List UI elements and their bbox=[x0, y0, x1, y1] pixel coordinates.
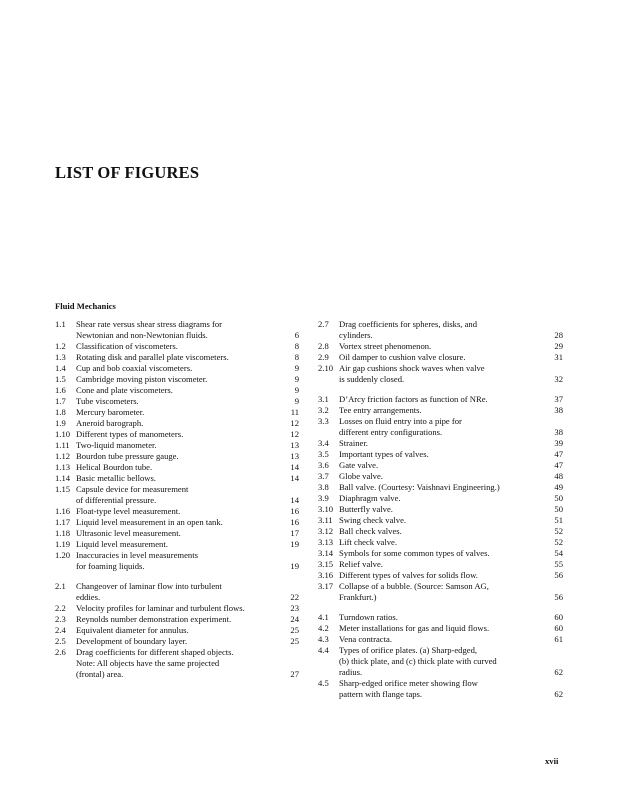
caption-line: (b) thick plate, and (c) thick plate with curved bbox=[339, 656, 497, 666]
figure-number: 1.4 bbox=[55, 363, 66, 373]
figure-entry bbox=[55, 614, 299, 625]
figure-number: 3.7 bbox=[318, 471, 329, 481]
caption-line: Shear rate versus shear stress diagrams for bbox=[76, 319, 223, 329]
figure-caption bbox=[76, 352, 299, 363]
figure-page: 38 bbox=[554, 427, 563, 437]
figure-page: 54 bbox=[554, 548, 563, 558]
figure-entry bbox=[318, 394, 563, 405]
figure-page: 9 bbox=[294, 385, 299, 395]
figure-page: 39 bbox=[554, 438, 563, 448]
figure-caption bbox=[76, 636, 299, 647]
caption-line: Basic metallic bellows. bbox=[76, 473, 156, 483]
figure-page: 25 bbox=[290, 636, 299, 646]
caption-line: for foaming liquids. bbox=[76, 561, 145, 571]
caption-line: Strainer. bbox=[339, 438, 368, 448]
figure-number: 3.15 bbox=[318, 559, 334, 569]
figure-caption bbox=[339, 493, 563, 504]
figure-page: 61 bbox=[554, 634, 563, 644]
caption-line: Bourdon tube pressure gauge. bbox=[76, 451, 179, 461]
figure-page: 6 bbox=[294, 330, 299, 340]
section-heading-spacer bbox=[318, 301, 563, 312]
figure-page: 19 bbox=[290, 561, 299, 571]
figure-page: 16 bbox=[290, 517, 299, 527]
caption-line: Capsule device for measurement bbox=[76, 484, 189, 494]
figure-caption bbox=[76, 517, 299, 528]
figure-number: 2.4 bbox=[55, 625, 66, 635]
figure-entry bbox=[55, 429, 299, 440]
figure-entry bbox=[55, 407, 299, 418]
figure-number: 4.4 bbox=[318, 645, 329, 655]
figure-entry bbox=[318, 438, 563, 449]
figure-page: 62 bbox=[554, 667, 563, 677]
figure-page: 50 bbox=[554, 493, 563, 503]
figure-page: 56 bbox=[554, 592, 563, 602]
figure-caption bbox=[76, 484, 299, 506]
figure-page: 25 bbox=[290, 625, 299, 635]
figure-caption bbox=[339, 416, 563, 438]
figure-caption bbox=[339, 394, 563, 405]
caption-line: Inaccuracies in level measurements bbox=[76, 550, 198, 560]
figure-caption bbox=[339, 612, 563, 623]
figure-page: 11 bbox=[290, 407, 299, 417]
caption-line: Equivalent diameter for annulus. bbox=[76, 625, 189, 635]
figure-page: 52 bbox=[554, 537, 563, 547]
figure-caption bbox=[339, 645, 563, 678]
caption-line: Liquid level measurement. bbox=[76, 539, 168, 549]
figure-caption bbox=[76, 363, 299, 374]
figure-entry bbox=[318, 581, 563, 603]
figure-entry bbox=[55, 352, 299, 363]
figure-number: 2.1 bbox=[55, 581, 66, 591]
caption-line: Oil damper to cushion valve closure. bbox=[339, 352, 466, 362]
figure-page: 47 bbox=[554, 449, 563, 459]
figure-entry bbox=[55, 539, 299, 550]
caption-line: Note: All objects have the same projected bbox=[76, 658, 220, 668]
figure-entry bbox=[318, 612, 563, 623]
figure-number: 3.14 bbox=[318, 548, 334, 558]
figure-number: 1.11 bbox=[55, 440, 70, 450]
figure-entry bbox=[318, 526, 563, 537]
figure-page: 12 bbox=[290, 429, 299, 439]
caption-line: Reynolds number demonstration experiment. bbox=[76, 614, 232, 624]
caption-line: (frontal) area. bbox=[76, 669, 124, 679]
figure-page: 28 bbox=[554, 330, 563, 340]
caption-line: Aneroid barograph. bbox=[76, 418, 144, 428]
figure-number: 3.3 bbox=[318, 416, 329, 426]
figure-entry bbox=[55, 319, 299, 341]
figure-caption bbox=[339, 482, 563, 493]
figure-number: 1.7 bbox=[55, 396, 66, 406]
figure-page: 22 bbox=[290, 592, 299, 602]
caption-line: Sharp-edged orifice meter showing flow bbox=[339, 678, 478, 688]
caption-line: Helical Bourdon tube. bbox=[76, 462, 153, 472]
figure-number: 3.4 bbox=[318, 438, 329, 448]
figure-page: 50 bbox=[554, 504, 563, 514]
figure-entry bbox=[318, 482, 563, 493]
figure-entry bbox=[318, 363, 563, 385]
figure-caption bbox=[76, 614, 299, 625]
caption-line: Ball valve. (Courtesy: Vaishnavi Engineering.) bbox=[339, 482, 500, 492]
figure-entry bbox=[55, 451, 299, 462]
caption-line: Important types of valves. bbox=[339, 449, 429, 459]
caption-line: different entry configurations. bbox=[339, 427, 443, 437]
group-gap bbox=[318, 385, 563, 394]
figure-caption bbox=[339, 581, 563, 603]
figure-caption bbox=[76, 625, 299, 636]
figure-number: 3.11 bbox=[318, 515, 333, 525]
figure-caption bbox=[339, 526, 563, 537]
figure-caption bbox=[76, 528, 299, 539]
figure-number: 1.16 bbox=[55, 506, 71, 516]
figure-entry bbox=[55, 396, 299, 407]
caption-line: pattern with flange taps. bbox=[339, 689, 423, 699]
figure-caption bbox=[76, 319, 299, 341]
figure-page: 8 bbox=[294, 352, 299, 362]
group-gap bbox=[318, 603, 563, 612]
caption-line: Collapse of a bubble. (Source: Samson AG, bbox=[339, 581, 489, 591]
figure-number: 3.5 bbox=[318, 449, 329, 459]
figure-page: 38 bbox=[554, 405, 563, 415]
figure-caption bbox=[76, 581, 299, 603]
figure-number: 3.9 bbox=[318, 493, 329, 503]
caption-line: is suddenly closed. bbox=[339, 374, 405, 384]
figure-page: 9 bbox=[294, 363, 299, 373]
figure-entry bbox=[55, 517, 299, 528]
figure-page: 19 bbox=[290, 539, 299, 549]
figure-entry bbox=[318, 341, 563, 352]
figure-caption bbox=[76, 506, 299, 517]
figure-caption bbox=[339, 460, 563, 471]
figure-number: 3.6 bbox=[318, 460, 329, 470]
figure-entry bbox=[55, 603, 299, 614]
caption-line: of differential pressure. bbox=[76, 495, 157, 505]
caption-line: D’Arcy friction factors as function of NRe. bbox=[339, 394, 488, 404]
figure-number: 1.13 bbox=[55, 462, 71, 472]
figure-caption bbox=[76, 451, 299, 462]
caption-line: Development of boundary layer. bbox=[76, 636, 188, 646]
figure-number: 1.1 bbox=[55, 319, 66, 329]
caption-line: Diaphragm valve. bbox=[339, 493, 401, 503]
figure-number: 1.6 bbox=[55, 385, 66, 395]
figure-caption bbox=[339, 570, 563, 581]
figure-number: 1.9 bbox=[55, 418, 66, 428]
figure-page: 24 bbox=[290, 614, 299, 624]
figure-entry bbox=[318, 678, 563, 700]
figure-number: 3.13 bbox=[318, 537, 334, 547]
figure-caption bbox=[339, 471, 563, 482]
figure-number: 4.1 bbox=[318, 612, 329, 622]
figure-number: 2.3 bbox=[55, 614, 66, 624]
caption-line: Vortex street phenomenon. bbox=[339, 341, 432, 351]
right-entries bbox=[318, 319, 563, 700]
figure-entry bbox=[55, 484, 299, 506]
figure-number: 2.8 bbox=[318, 341, 329, 351]
figure-page: 8 bbox=[294, 341, 299, 351]
figure-number: 4.5 bbox=[318, 678, 329, 688]
caption-line: Drag coefficients for spheres, disks, and bbox=[339, 319, 478, 329]
figure-number: 3.8 bbox=[318, 482, 329, 492]
figure-page: 17 bbox=[290, 528, 299, 538]
caption-line: cylinders. bbox=[339, 330, 373, 340]
figure-entry bbox=[55, 473, 299, 484]
figure-entry bbox=[318, 449, 563, 460]
figure-entry bbox=[318, 416, 563, 438]
figure-entry bbox=[318, 352, 563, 363]
figure-page: 48 bbox=[554, 471, 563, 481]
figure-page: 56 bbox=[554, 570, 563, 580]
figure-page: 60 bbox=[554, 612, 563, 622]
figure-number: 1.10 bbox=[55, 429, 71, 439]
caption-line: Rotating disk and parallel plate viscometers. bbox=[76, 352, 229, 362]
figure-page: 12 bbox=[290, 418, 299, 428]
figure-caption bbox=[76, 473, 299, 484]
figure-entry bbox=[318, 515, 563, 526]
figure-caption bbox=[339, 405, 563, 416]
caption-line: Gate valve. bbox=[339, 460, 379, 470]
caption-line: Butterfly valve. bbox=[339, 504, 393, 514]
figure-entry bbox=[55, 374, 299, 385]
figure-caption bbox=[76, 550, 299, 572]
caption-line: Ultrasonic level measurement. bbox=[76, 528, 181, 538]
caption-line: radius. bbox=[339, 667, 363, 677]
caption-line: Cup and bob coaxial viscometers. bbox=[76, 363, 193, 373]
figure-page: 23 bbox=[290, 603, 299, 613]
caption-line: eddies. bbox=[76, 592, 101, 602]
figure-caption bbox=[76, 374, 299, 385]
figure-entry bbox=[55, 647, 299, 680]
figure-caption bbox=[76, 603, 299, 614]
figure-number: 2.7 bbox=[318, 319, 329, 329]
figure-number: 3.16 bbox=[318, 570, 334, 580]
figure-number: 1.20 bbox=[55, 550, 71, 560]
figure-caption bbox=[339, 319, 563, 341]
caption-line: Mercury barometer. bbox=[76, 407, 145, 417]
figure-number: 1.8 bbox=[55, 407, 66, 417]
caption-line: Vena contracta. bbox=[339, 634, 392, 644]
figure-caption bbox=[339, 449, 563, 460]
figure-number: 1.19 bbox=[55, 539, 71, 549]
caption-line: Drag coefficients for different shaped objects. bbox=[76, 647, 234, 657]
section-heading: Fluid Mechanics bbox=[55, 301, 116, 311]
figure-caption bbox=[339, 678, 563, 700]
caption-line: Different types of manometers. bbox=[76, 429, 184, 439]
figure-caption bbox=[76, 341, 299, 352]
figure-number: 3.10 bbox=[318, 504, 334, 514]
caption-line: Globe valve. bbox=[339, 471, 383, 481]
caption-line: Frankfurt.) bbox=[339, 592, 377, 602]
figure-caption bbox=[339, 352, 563, 363]
figure-caption bbox=[76, 396, 299, 407]
caption-line: Symbols for some common types of valves. bbox=[339, 548, 490, 558]
figure-number: 3.12 bbox=[318, 526, 334, 536]
figure-entry bbox=[318, 537, 563, 548]
figure-number: 2.9 bbox=[318, 352, 329, 362]
figure-number: 2.2 bbox=[55, 603, 66, 613]
caption-line: Relief valve. bbox=[339, 559, 383, 569]
figure-number: 2.5 bbox=[55, 636, 66, 646]
caption-line: Float-type level measurement. bbox=[76, 506, 181, 516]
figure-caption bbox=[339, 537, 563, 548]
figure-caption bbox=[76, 385, 299, 396]
figure-caption bbox=[339, 515, 563, 526]
figure-number: 1.5 bbox=[55, 374, 66, 384]
figure-entry bbox=[318, 634, 563, 645]
figure-entry bbox=[318, 504, 563, 515]
figure-entry bbox=[318, 570, 563, 581]
caption-line: Air gap cushions shock waves when valve bbox=[339, 363, 485, 373]
figure-number: 2.10 bbox=[318, 363, 334, 373]
figure-entry bbox=[55, 550, 299, 572]
caption-line: Different types of valves for solids flow. bbox=[339, 570, 478, 580]
figure-entry bbox=[318, 460, 563, 471]
caption-line: Two-liquid manometer. bbox=[76, 440, 157, 450]
caption-line: Meter installations for gas and liquid flows. bbox=[339, 623, 490, 633]
figure-page: 31 bbox=[554, 352, 563, 362]
figure-page: 37 bbox=[554, 394, 563, 404]
caption-line: Swing check valve. bbox=[339, 515, 407, 525]
figure-page: 52 bbox=[554, 526, 563, 536]
figure-page: 51 bbox=[554, 515, 563, 525]
figure-entry bbox=[318, 559, 563, 570]
figure-page: 14 bbox=[290, 495, 299, 505]
figure-entry bbox=[55, 385, 299, 396]
figure-page: 55 bbox=[554, 559, 563, 569]
figure-entry bbox=[55, 363, 299, 374]
caption-line: Newtonian and non-Newtonian fluids. bbox=[76, 330, 208, 340]
figure-page: 27 bbox=[290, 669, 299, 679]
caption-line: Changeover of laminar flow into turbulent bbox=[76, 581, 222, 591]
figure-page: 13 bbox=[290, 451, 299, 461]
caption-line: Classification of viscometers. bbox=[76, 341, 178, 351]
figure-number: 1.18 bbox=[55, 528, 71, 538]
figure-entry bbox=[55, 462, 299, 473]
figure-caption bbox=[76, 429, 299, 440]
figure-caption bbox=[339, 623, 563, 634]
caption-line: Tee entry arrangements. bbox=[339, 405, 422, 415]
figure-number: 3.1 bbox=[318, 394, 329, 404]
figure-entry bbox=[55, 418, 299, 429]
figure-number: 3.2 bbox=[318, 405, 329, 415]
figure-page: 13 bbox=[290, 440, 299, 450]
figure-entry bbox=[318, 493, 563, 504]
figure-number: 1.2 bbox=[55, 341, 66, 351]
figure-entry bbox=[318, 623, 563, 634]
figure-number: 4.3 bbox=[318, 634, 329, 644]
figure-entry bbox=[55, 528, 299, 539]
group-gap bbox=[55, 572, 299, 581]
caption-line: Losses on fluid entry into a pipe for bbox=[339, 416, 462, 426]
figure-page: 60 bbox=[554, 623, 563, 633]
figure-page: 29 bbox=[554, 341, 563, 351]
figure-caption bbox=[76, 647, 299, 680]
caption-line: Cone and plate viscometers. bbox=[76, 385, 173, 395]
figure-number: 2.6 bbox=[55, 647, 66, 657]
figure-number: 1.12 bbox=[55, 451, 71, 461]
figure-caption bbox=[339, 634, 563, 645]
figure-number: 1.3 bbox=[55, 352, 66, 362]
page-title: LIST OF FIGURES bbox=[55, 163, 200, 182]
caption-line: Liquid level measurement in an open tank. bbox=[76, 517, 223, 527]
figure-page: 14 bbox=[290, 473, 299, 483]
figure-page: 49 bbox=[554, 482, 563, 492]
figure-caption bbox=[339, 341, 563, 352]
left-entries bbox=[55, 319, 299, 680]
figure-caption bbox=[76, 462, 299, 473]
figure-number: 1.14 bbox=[55, 473, 71, 483]
figure-entry bbox=[55, 625, 299, 636]
figure-page: 16 bbox=[290, 506, 299, 516]
figure-page: 9 bbox=[294, 374, 299, 384]
figure-caption bbox=[76, 407, 299, 418]
figure-entry bbox=[318, 548, 563, 559]
page-number: xvii bbox=[545, 756, 559, 766]
figure-entry bbox=[318, 645, 563, 678]
figure-caption bbox=[76, 539, 299, 550]
caption-line: Velocity profiles for laminar and turbulent flows. bbox=[76, 603, 245, 613]
figure-number: 1.17 bbox=[55, 517, 71, 527]
figure-list-left-column bbox=[55, 301, 299, 680]
figure-entry bbox=[318, 319, 563, 341]
figure-entry bbox=[55, 506, 299, 517]
figure-page: 32 bbox=[554, 374, 563, 384]
figure-entry bbox=[55, 440, 299, 451]
caption-line: Cambridge moving piston viscometer. bbox=[76, 374, 208, 384]
caption-line: Ball check valves. bbox=[339, 526, 402, 536]
figure-caption bbox=[339, 559, 563, 570]
figure-number: 1.15 bbox=[55, 484, 71, 494]
figure-entry bbox=[55, 341, 299, 352]
figure-page: 9 bbox=[294, 396, 299, 406]
figure-page: 62 bbox=[554, 689, 563, 699]
caption-line: Types of orifice plates. (a) Sharp-edged, bbox=[339, 645, 478, 655]
figure-entry bbox=[318, 405, 563, 416]
caption-line: Lift check valve. bbox=[339, 537, 397, 547]
figure-number: 3.17 bbox=[318, 581, 334, 591]
figure-page: 47 bbox=[554, 460, 563, 470]
caption-line: Tube viscometers. bbox=[76, 396, 139, 406]
figure-caption bbox=[339, 548, 563, 559]
figure-entry bbox=[318, 471, 563, 482]
figure-caption bbox=[339, 363, 563, 385]
figure-caption bbox=[339, 504, 563, 515]
figure-caption bbox=[76, 440, 299, 451]
figure-list-right-column bbox=[318, 301, 563, 700]
figure-caption bbox=[76, 418, 299, 429]
figure-caption bbox=[339, 438, 563, 449]
figure-entry bbox=[55, 636, 299, 647]
caption-line: Turndown ratios. bbox=[339, 612, 398, 622]
figure-page: 14 bbox=[290, 462, 299, 472]
figure-entry bbox=[55, 581, 299, 603]
figure-number: 4.2 bbox=[318, 623, 329, 633]
